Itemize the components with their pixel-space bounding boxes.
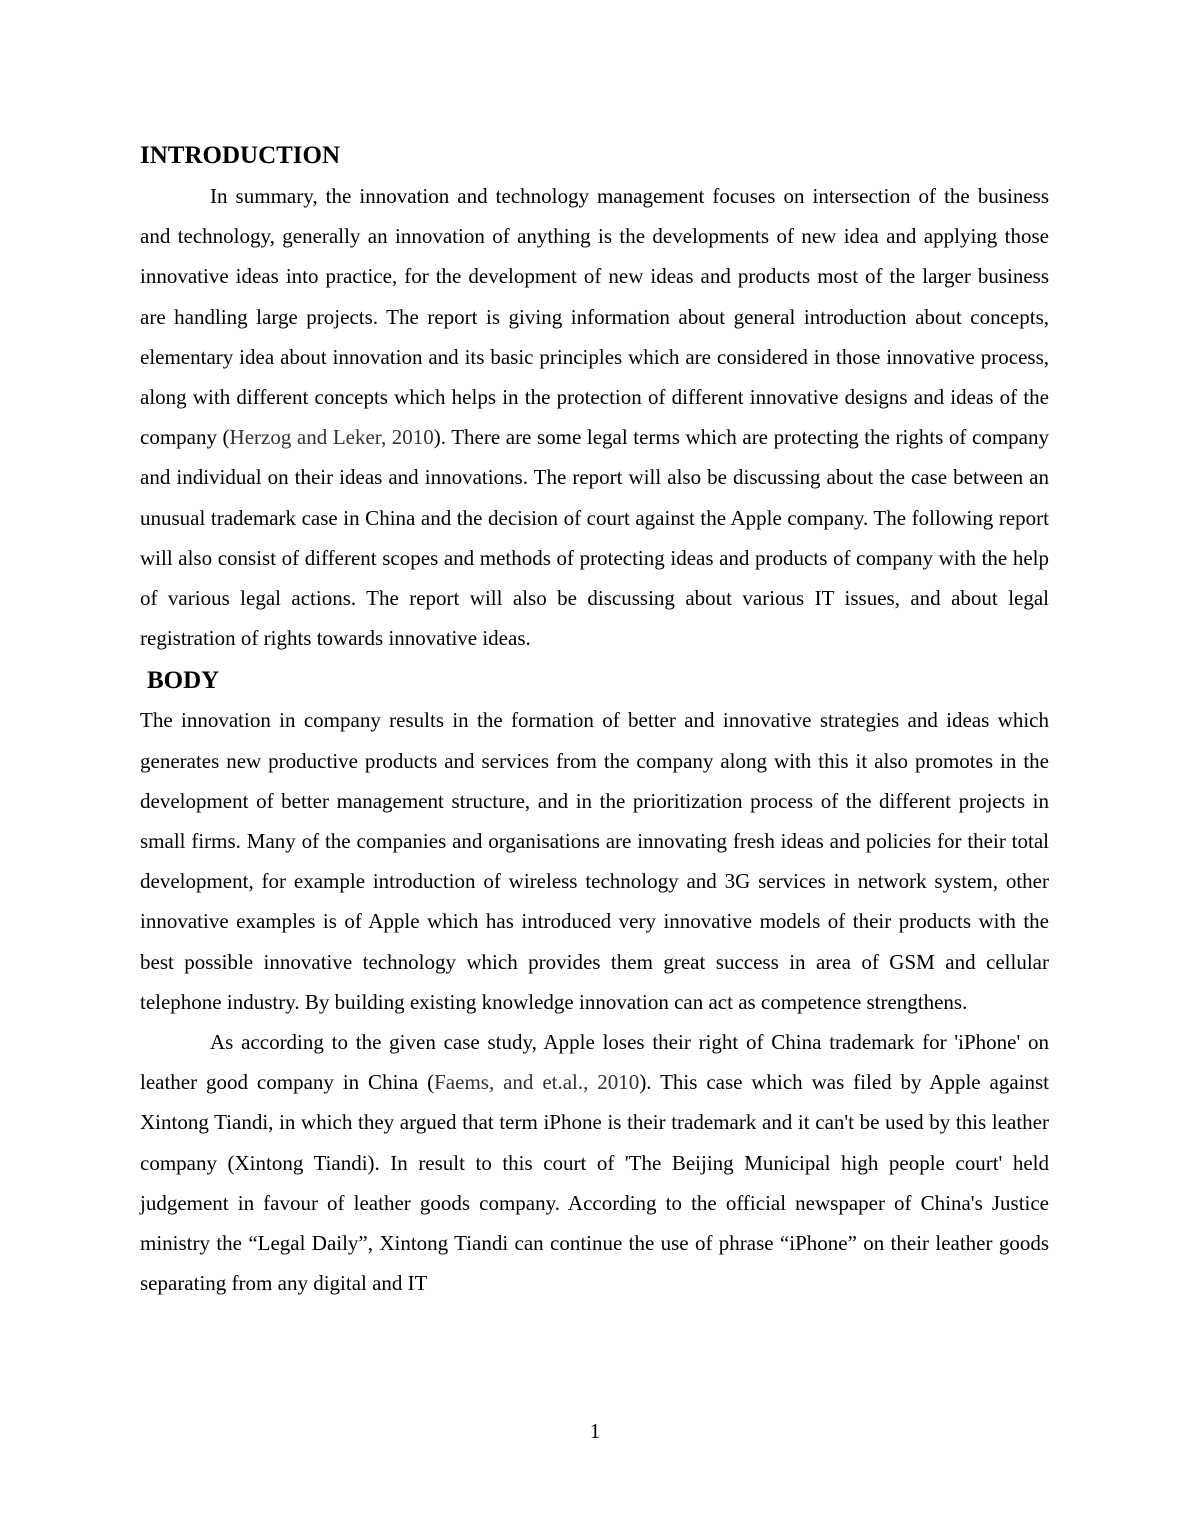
introduction-heading: INTRODUCTION — [140, 142, 341, 169]
intro-text-part-1: In summary, the innovation and technology management focuses on intersection of the business and technology, generally an innovation of anything is the developments of new idea and applying those innovative ideas into practice, for the development of new ideas and products most of the larger business are handling large projects. The report is giving information about general introduction about concepts, elementary idea about innovation and its basic principles which are considered in those innovative process, along with different concepts which helps in the protection of different innovative designs and ideas of the company ( — [140, 184, 1049, 450]
intro-citation: Herzog and Leker, 2010 — [229, 425, 434, 450]
body-paragraph-1: The innovation in company results in the formation of better and innovative strategies and ideas which generates new productive products and services from the company along with this it also promotes in the development of better management structure, and in the prioritization process of the different projects in small firms. Many of the companies and organisations are innovating fresh ideas and policies for their total development, for example introduction of wireless technology and 3G services in network system, other innovative examples is of Apple which has introduced very innovative models of their products with the best possible innovative technology which provides them great success in area of GSM and cellular telephone industry. By building existing knowledge innovation can act as competence strengthens. — [140, 708, 1049, 1014]
body-p2-text-part-1: As according to the given case study, Apple loses their right of China trademark for 'iPhone' on leather good company in China ( — [140, 1030, 1049, 1095]
body-heading: BODY — [147, 667, 220, 695]
page-number: 1 — [589, 1419, 601, 1443]
page-content — [140, 138, 1049, 1303]
body-p2-citation: Faems, and et.al., 2010 — [434, 1070, 640, 1095]
body-paragraph-2 — [140, 1022, 1049, 1303]
introduction-paragraph — [140, 176, 1049, 658]
intro-text-part-2: ). There are some legal terms which are protecting the rights of company and individual on their ideas and innovations. The report will also be discussing about the case between an unusual trademark case in China and the decision of court against the Apple company. The following report will also consist of different scopes and methods of protecting ideas and products of company with the help of various legal actions. The report will also be discussing about various IT issues, and about legal registration of rights towards innovative ideas. — [140, 425, 1049, 651]
body-p2-text-part-2: ). This case which was filed by Apple against Xintong Tiandi, in which they argued that term iPhone is their trademark and it can't be used by this leather company (Xintong Tiandi). In result to this court of 'The Beijing Municipal high people court' held judgement in favour of leather goods company. According to the official newspaper of China's Justice ministry the “Legal Daily”, Xintong Tiandi can continue the use of phrase “iPhone” on their leather goods separating from any digital and IT — [140, 1070, 1049, 1296]
